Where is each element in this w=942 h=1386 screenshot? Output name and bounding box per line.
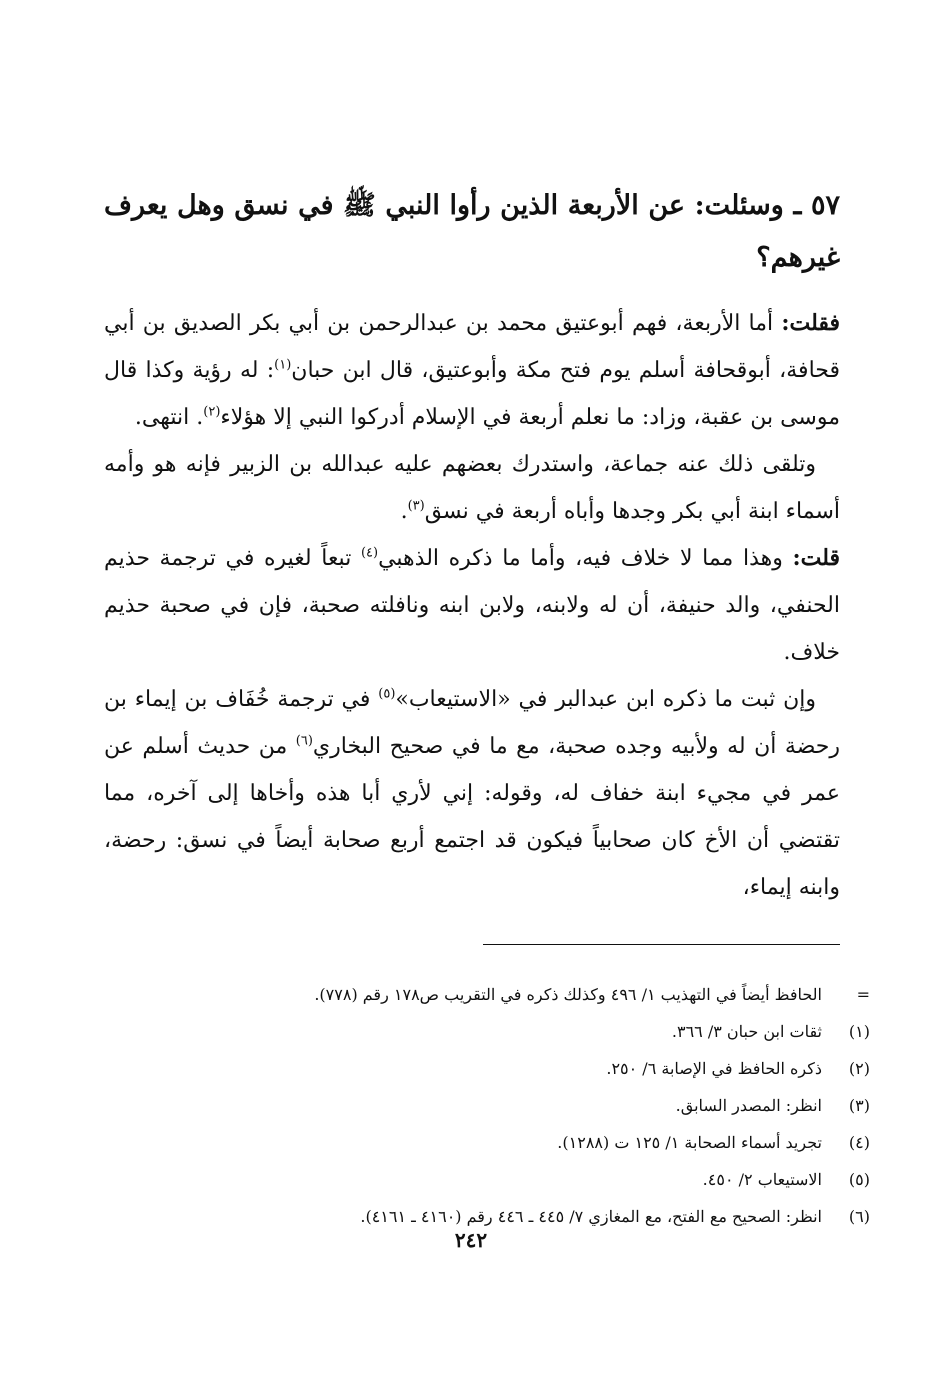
page-number: ٢٤٢ <box>454 1228 488 1252</box>
footnote-text: الاستيعاب ٢/ ٤٥٠. <box>702 1170 822 1189</box>
question-number: ٥٧ <box>811 190 841 221</box>
footnote-number: (٤) <box>848 1133 870 1152</box>
paragraph-text: في ترجمة خُفَاف بن إيماء بن رحضة أن له ولأبيه وجده صحبة، مع ما في صحيح البخاري <box>104 687 840 759</box>
footnote-text: انظر: المصدر السابق. <box>675 1096 822 1115</box>
paragraph-text: : له رؤية وكذا قال موسى بن عقبة، وزاد: ما نعلم أربعة في الإسلام أدركوا النبي إلا هؤلاء <box>104 358 840 430</box>
footnote-item <box>120 1087 870 1124</box>
paragraph-lead: فقلت: <box>781 310 840 336</box>
paragraph-1 <box>104 300 840 441</box>
footnote-text: تجريد أسماء الصحابة ١/ ١٢٥ ت (١٢٨٨). <box>557 1133 822 1152</box>
footnote-text: ثقات ابن حبان ٣/ ٣٦٦. <box>671 1022 822 1041</box>
heading-dash: ـ <box>793 190 802 221</box>
paragraph-text: أما الأربعة، فهم أبوعتيق محمد بن عبدالرحمن بن أبي بكر الصديق بن أبي قحافة، أبوقحافة أسلم يوم فتح مكة وأبوعتيق، قال ابن حبان <box>104 311 840 383</box>
footnote-text: ذكره الحافظ في الإصابة ٦/ ٢٥٠. <box>606 1059 822 1078</box>
footnote-number: = <box>856 985 870 1004</box>
answer-body <box>104 300 840 911</box>
footnote-text: انظر: الصحيح مع الفتح، مع المغازي ٧/ ٤٤٥ ـ ٤٤٦ رقم (٤١٦٠ ـ ٤١٦١). <box>360 1207 822 1226</box>
paragraph-text: وتلقى ذلك عنه جماعة، واستدرك بعضهم عليه عبدالله بن الزبير فإنه هو وأمه أسماء ابنة أبي بكر وجدها وأباه أربعة في نسق <box>104 452 840 524</box>
footnote-number: (٥) <box>848 1170 870 1189</box>
footnote-ref[interactable]: (٦) <box>295 733 313 749</box>
footnote-number: (١) <box>848 1022 870 1041</box>
footnote-item <box>120 1161 870 1198</box>
footnote-item <box>120 1013 870 1050</box>
paragraph-text: من حديث أسلم عن عمر في مجيء ابنة خفاف له، وقوله: إني لأري أبا هذه وأخاها إلى آخره، مما تقتضي أن الأخ كان صحابياً فيكون قد اجتمع أربع صحابة أيضاً في نسق: رحضة، وابنه إيماء، <box>104 734 840 900</box>
footnote-ref[interactable]: (٣) <box>407 498 425 514</box>
footnote-item <box>120 1050 870 1087</box>
footnote-ref[interactable]: (١) <box>274 357 292 373</box>
paragraph-lead: قلت: <box>792 545 840 571</box>
paragraph-text: وإن ثبت ما ذكره ابن عبدالبر في «الاستيعاب» <box>395 687 816 712</box>
footnote-item <box>120 1124 870 1161</box>
footnote-divider <box>483 944 840 945</box>
footnote-text: الحافظ أيضاً في التهذيب ١/ ٤٩٦ وكذلك ذكره في التقريب ص١٧٨ رقم (٧٧٨). <box>314 985 822 1004</box>
paragraph-text: وهذا مما لا خلاف فيه، وأما ما ذكره الذهبي <box>378 546 793 571</box>
paragraph-3 <box>104 535 840 676</box>
paragraph-4 <box>104 676 840 911</box>
footnote-item <box>120 976 870 1013</box>
paragraph-text: . انتهى. <box>134 405 204 430</box>
footnotes-section <box>120 976 870 1235</box>
footnote-ref[interactable]: (٥) <box>378 686 396 702</box>
footnote-ref[interactable]: (٢) <box>203 404 221 420</box>
footnote-number: (٦) <box>848 1207 870 1226</box>
footnote-number: (٢) <box>848 1059 870 1078</box>
footnote-number: (٣) <box>848 1096 870 1115</box>
paragraph-text: تبعاً لغيره في ترجمة حذيم الحنفي، والد حنيفة، أن له ولابنه، ولابن ابنه ونافلته صحبة، فإن في صحبة حذيم خلاف. <box>104 546 840 665</box>
paragraph-2 <box>104 441 840 535</box>
question-text: وسئلت: عن الأربعة الذين رأوا النبي ﷺ في نسق وهل يعرف غيرهم؟ <box>104 190 840 273</box>
footnote-ref[interactable]: (٤) <box>360 545 379 561</box>
question-heading <box>104 180 840 284</box>
paragraph-text: . <box>400 499 408 524</box>
